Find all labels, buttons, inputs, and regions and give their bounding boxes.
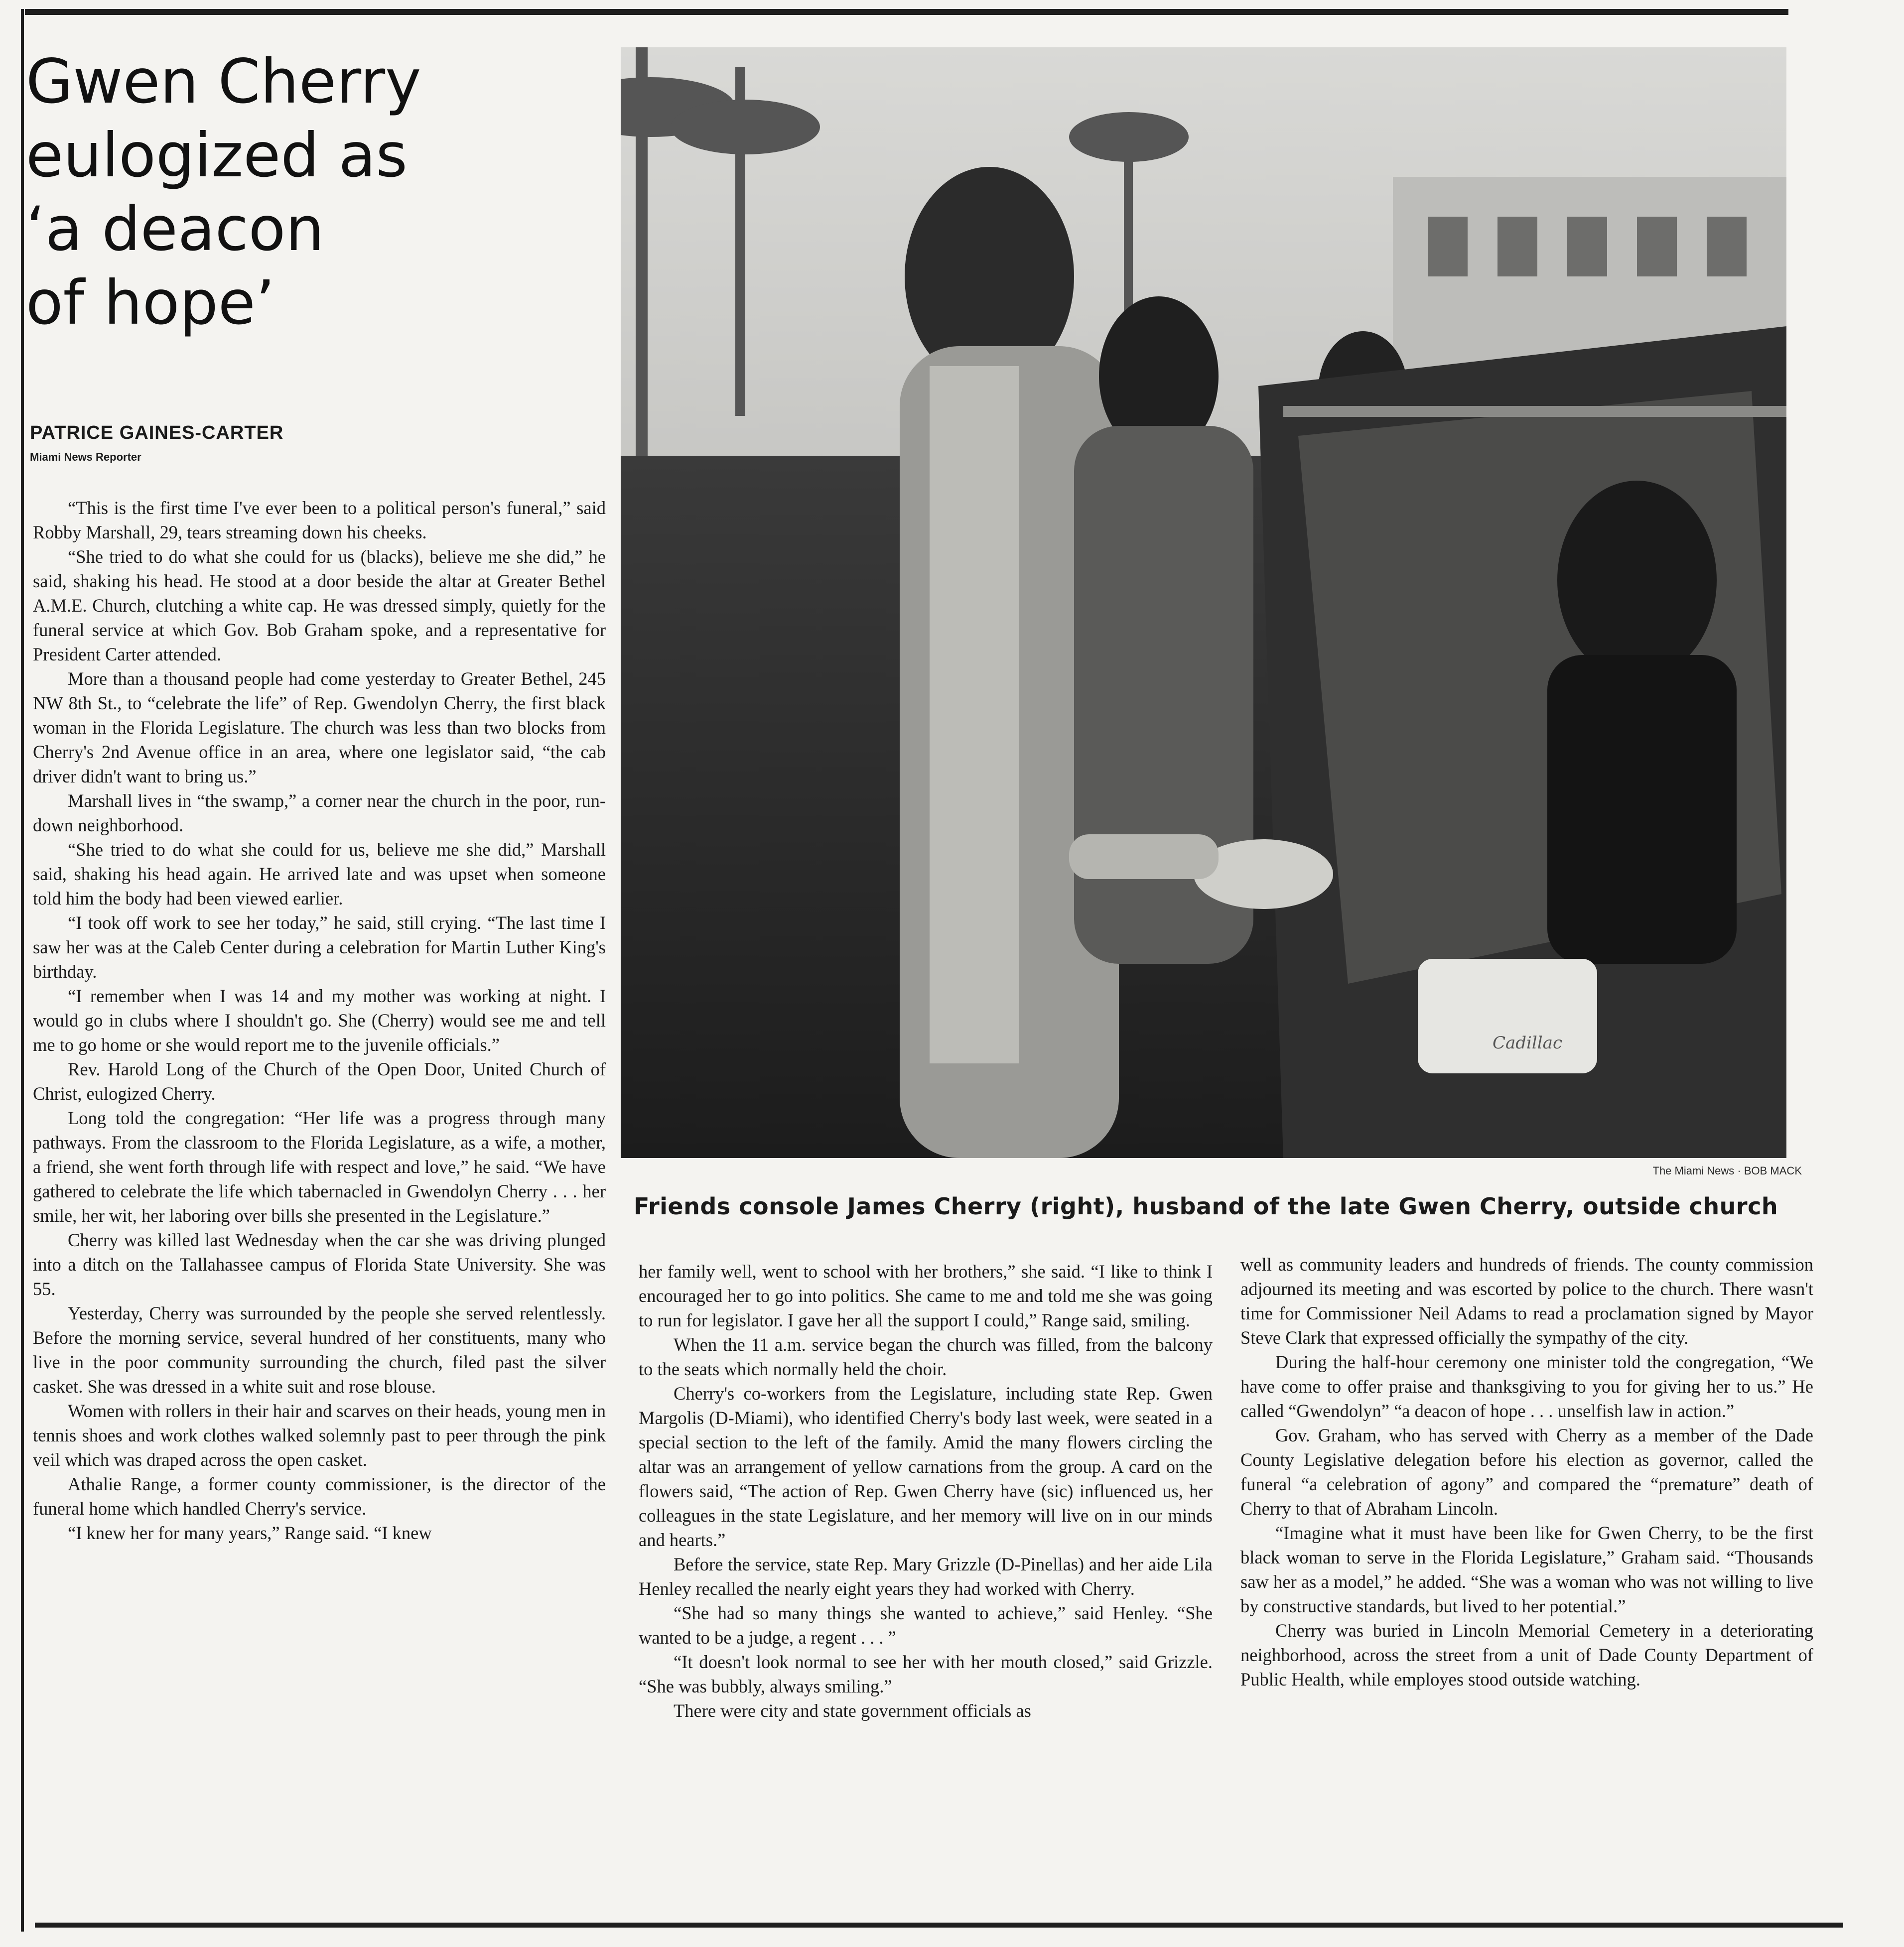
paragraph: “Imagine what it must have been like for Gwen Cherry, to be the first black woman to serve in the Florida Legislature,” Graham said. “Thousands saw her as a model,” he added. “She was a woman who was not willing to live by constructive standards, but lived to her potential.” [1240,1523,1813,1616]
byline-title: Miami News Reporter [30,451,141,463]
paragraph: “She tried to do what she could for us (blacks), believe me she did,” he said, shaking his head. He stood at a door beside the altar at Greater Bethel A.M.E. Church, clutching a white cap. He was dressed simply, quietly for the funeral service at which Gov. Bob Graham spoke, and a representative for President Carter attended. [33,546,606,664]
paragraph: Before the service, state Rep. Mary Grizzle (D-Pinellas) and her aide Lila Henley recalled the nearly eight years they had worked with Cherry. [639,1554,1213,1599]
paragraph: Long told the congregation: “Her life was a progress through many pathways. From the classroom to the Florida Legislature, as a wife, a mother, a friend, she went forth through life with respect and love,” he said. “We have gathered to celebrate the life which tabernacled in Gwendolyn Cherry . . . her smile, her wit, her laboring over bills she presented in the Legislature.” [33,1108,606,1226]
byline: PATRICE GAINES-CARTER [30,422,284,443]
paragraph: well as community leaders and hundreds of friends. The county commission adjourned its meeting and was escorted by police to the church. There wasn't time for Commissioner Neil Adams to read a proclamation signed by Mayor Steve Clark that expressed officially the sympathy of the city. [1240,1254,1813,1348]
paragraph: Yesterday, Cherry was surrounded by the people she served relentlessly. Before the morning service, several hundred of her constituents, many who live in the poor community surrounding the church, filed past the silver casket. She was dressed in a white suit and rose blouse. [33,1303,606,1397]
paragraph: Athalie Range, a former county commissioner, is the director of the funeral home which handled Cherry's service. [33,1474,606,1519]
paragraph: her family well, went to school with her brothers,” she said. “I like to think I encouraged her to go into politics. She came to me and told me she was going to run for legislator. I gave her all the support I could,” Range said, smiling. [639,1261,1213,1330]
top-rule [25,9,1788,15]
paragraph: Rev. Harold Long of the Church of the Open Door, United Church of Christ, eulogized Cherry. [33,1059,606,1104]
paragraph: During the half-hour ceremony one minister told the congregation, “We have come to offer praise and thanksgiving to you for giving her to us.” He called “Gwendolyn” “a deacon of hope . . . unselfish law in action.” [1240,1352,1813,1421]
bottom-rule [35,1923,1843,1928]
photo-illustration [621,47,1786,1158]
paragraph: “This is the first time I've ever been to a political person's funeral,” said Robby Marshall, 29, tears streaming down his cheeks. [33,498,606,542]
news-photo [621,47,1786,1158]
photo-caption: Friends console James Cherry (right), husband of the late Gwen Cherry, outside church [634,1193,1778,1220]
article-column-1 [33,496,606,1910]
paragraph: “She had so many things she wanted to achieve,” said Henley. “She wanted to be a judge, a regent . . . ” [639,1603,1213,1648]
left-rule [21,9,24,1932]
car-badge: Cadillac [1493,1033,1562,1053]
headline: Gwen Cherry eulogized as ‘a deacon of hope’ [26,46,421,338]
article-column-2 [639,1259,1213,1912]
paragraph: There were city and state government officials as [674,1700,1031,1721]
paragraph: When the 11 a.m. service began the church was filled, from the balcony to the seats which normally held the choir. [639,1334,1213,1379]
paragraph: “I remember when I was 14 and my mother was working at night. I would go in clubs where I shouldn't go. She (Cherry) would see me and tell me to go home or she would report me to the juvenile officials.” [33,986,606,1055]
photo-credit: The Miami News · BOB MACK [1652,1165,1802,1177]
article-column-3 [1240,1252,1813,1915]
paragraph: Gov. Graham, who has served with Cherry as a member of the Dade County Legislative delegation before his election as governor, called the funeral “a celebration of agony” and compared the “premature” death of Cherry to that of Abraham Lincoln. [1240,1425,1813,1519]
paragraph: Women with rollers in their hair and scarves on their heads, young men in tennis shoes and work clothes walked solemnly past to peer through the pink veil which was draped across the open casket. [33,1401,606,1470]
paragraph: More than a thousand people had come yesterday to Greater Bethel, 245 NW 8th St., to “celebrate the life” of Rep. Gwendolyn Cherry, the first black woman in the Florida Legislature. The church was less than two blocks from Cherry's 2nd Avenue office in an area, where one legislator said, “the cab driver didn't want to bring us.” [33,668,606,786]
paragraph: Cherry's co-workers from the Legislature, including state Rep. Gwen Margolis (D-Miami), who identified Cherry's body last week, were seated in a special section to the left of the family. Amid the many flowers circling the altar was an arrangement of yellow carnations from the group. A card on the flowers said, “The action of Rep. Gwen Cherry have (sic) influenced us, her colleagues in the state Legislature, and her memory will live on in our minds and hearts.” [639,1383,1213,1550]
paragraph: “I took off work to see her today,” he said, still crying. “The last time I saw her was at the Caleb Center during a celebration for Martin Luther King's birthday. [33,912,606,982]
paragraph: “I knew her for many years,” Range said. “I knew [68,1523,432,1543]
paragraph: “It doesn't look normal to see her with her mouth closed,” said Grizzle. “She was bubbly, always smiling.” [639,1652,1213,1696]
paragraph: Marshall lives in “the swamp,” a corner near the church in the poor, run-down neighborhood. [33,790,606,835]
paragraph: “She tried to do what she could for us, believe me she did,” Marshall said, shaking his head again. He arrived late and was upset when someone told him the body had been viewed earlier. [33,839,606,909]
paragraph: Cherry was killed last Wednesday when the car she was driving plunged into a ditch on the Tallahassee campus of Florida State University. She was 55. [33,1230,606,1299]
paragraph: Cherry was buried in Lincoln Memorial Cemetery in a deteriorating neighborhood, across the street from a unit of Dade County Department of Public Health, while employes stood outside watching. [1240,1620,1813,1689]
